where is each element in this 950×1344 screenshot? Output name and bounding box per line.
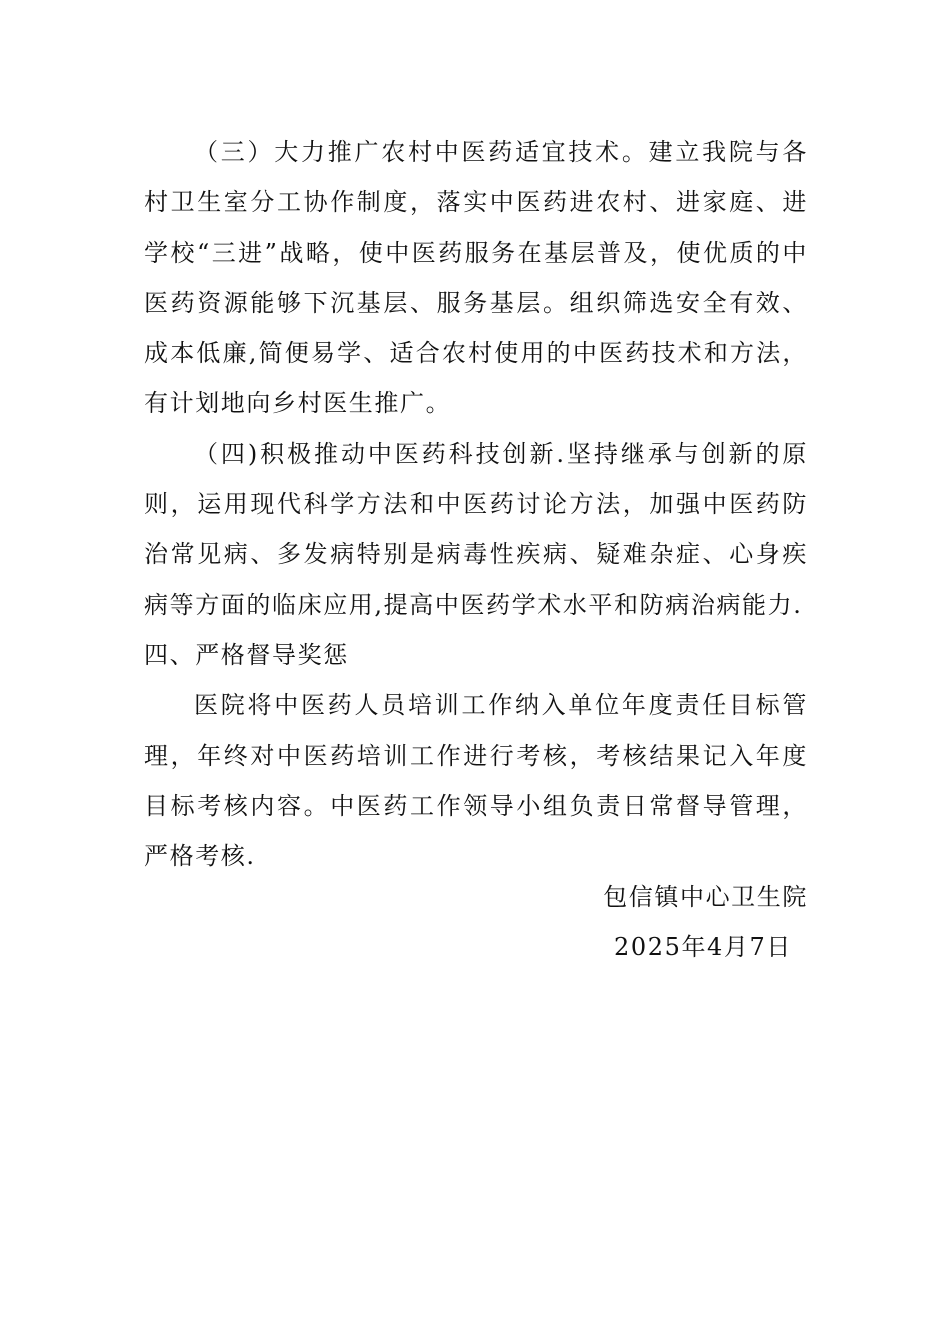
paragraph-innovation: （四)积极推动中医药科技创新.坚持继承与创新的原则，运用现代科学方法和中医药讨论方法，加强中医药防治常见病、多发病特别是病毒性疾病、疑难杂症、心身疾病等方面的临床应用,提高中医药学术水平和防病治病能力. (144, 439, 808, 619)
paragraph-assessment: 医院将中医药人员培训工作纳入单位年度责任目标管理，年终对中医药培训工作进行考核，考核结果记入年度目标考核内容。中医药工作领导小组负责日常督导管理，严格考核. (144, 691, 808, 871)
document-body (144, 127, 808, 881)
signature-date: 2025年4月7日 (613, 933, 792, 961)
paragraph-promote-techniques: （三）大力推广农村中医药适宜技术。建立我院与各村卫生室分工协作制度，落实中医药进农村、进家庭、进学校“三进”战略，使中医药服务在基层普及，使优质的中医药资源能够下沉基层、服务基层。组织筛选安全有效、成本低廉,简便易学、适合农村使用的中医药技术和方法，有计划地向乡村医生推广。 (144, 138, 808, 418)
section-heading-supervision: 四、严格督导奖惩 (144, 640, 349, 669)
signature-organization: 包信镇中心卫生院 (603, 883, 808, 911)
